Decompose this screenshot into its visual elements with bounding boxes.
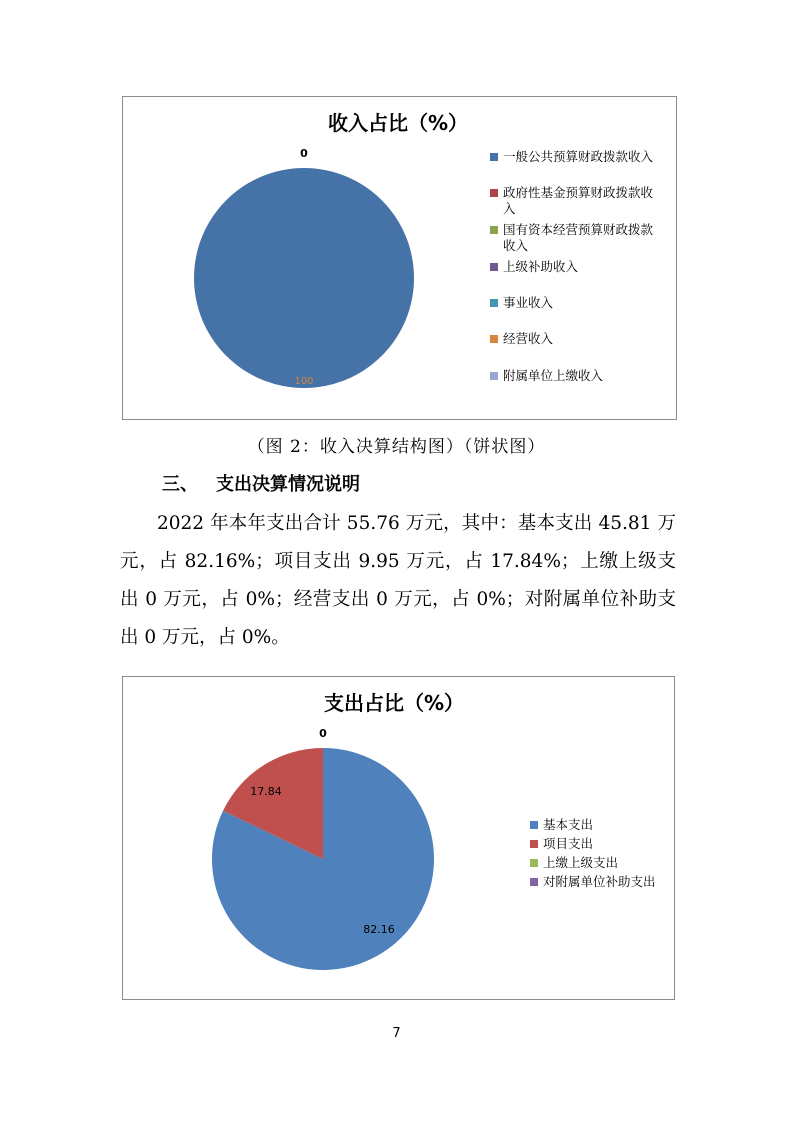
legend-label: 经营收入 bbox=[503, 331, 554, 346]
legend-item bbox=[530, 874, 705, 890]
figure-caption: （图 2：收入决算结构图）（饼状图） bbox=[247, 437, 546, 457]
legend-swatch bbox=[530, 878, 538, 886]
legend-swatch bbox=[490, 299, 498, 307]
data-label-17-84: 17.84 bbox=[250, 785, 282, 798]
legend-item bbox=[530, 855, 705, 871]
chart-title: 支出占比（%） bbox=[323, 691, 465, 715]
legend-label: 上缴上级支出 bbox=[543, 855, 619, 870]
legend-item bbox=[490, 259, 665, 275]
legend-label: 附属单位上缴收入 bbox=[503, 368, 604, 383]
legend-item bbox=[490, 149, 665, 165]
legend-item bbox=[490, 222, 665, 254]
expenditure-pie-chart bbox=[122, 676, 675, 1000]
expenditure-legend bbox=[530, 817, 670, 897]
legend-label: 项目支出 bbox=[543, 836, 594, 851]
legend-item bbox=[490, 331, 665, 347]
legend-item bbox=[490, 185, 665, 217]
legend-swatch bbox=[490, 153, 498, 161]
page-number: 7 bbox=[392, 1026, 401, 1041]
legend-item bbox=[530, 836, 705, 852]
body-paragraph: 2022 年本年支出合计 55.76 万元，其中：基本支出 45.81 万元，占 82.16%；项目支出 9.95 万元，占 17.84%；上缴上级支出 0 万元，占 0%；经营支出 0 万元，占 0%；对附属单位补助支出 0 万元，占 0%。 bbox=[120, 513, 676, 648]
legend-label: 对附属单位补助支出 bbox=[543, 874, 656, 889]
legend-swatch bbox=[490, 372, 498, 380]
legend-item bbox=[490, 295, 665, 311]
legend-item bbox=[490, 368, 665, 384]
legend-label: 一般公共预算财政拨款收入 bbox=[503, 149, 654, 164]
legend-label: 政府性基金预算财政拨款收入 bbox=[503, 185, 654, 216]
pie-slice-general-public-budget bbox=[194, 168, 414, 388]
section-number: 三、 bbox=[162, 474, 198, 495]
legend-label: 事业收入 bbox=[503, 295, 554, 310]
section-heading bbox=[162, 470, 360, 496]
data-label-100: 100 bbox=[294, 376, 314, 387]
legend-label: 上级补助收入 bbox=[503, 259, 579, 274]
legend-item bbox=[530, 817, 705, 833]
data-label-0: 0 bbox=[300, 147, 308, 160]
legend-swatch bbox=[530, 840, 538, 848]
chart-title: 收入占比（%） bbox=[327, 111, 469, 135]
legend-swatch bbox=[530, 859, 538, 867]
section-title: 支出决算情况说明 bbox=[216, 474, 360, 495]
data-label-0: 0 bbox=[319, 727, 327, 740]
legend-label: 国有资本经营预算财政拨款收入 bbox=[503, 222, 654, 253]
legend-swatch bbox=[530, 821, 538, 829]
data-label-82-16: 82.16 bbox=[363, 923, 395, 936]
income-legend bbox=[490, 149, 670, 389]
legend-label: 基本支出 bbox=[543, 817, 594, 832]
income-pie-chart bbox=[122, 96, 677, 420]
legend-swatch bbox=[490, 335, 498, 343]
legend-swatch bbox=[490, 226, 498, 234]
legend-swatch bbox=[490, 263, 498, 271]
legend-swatch bbox=[490, 189, 498, 197]
